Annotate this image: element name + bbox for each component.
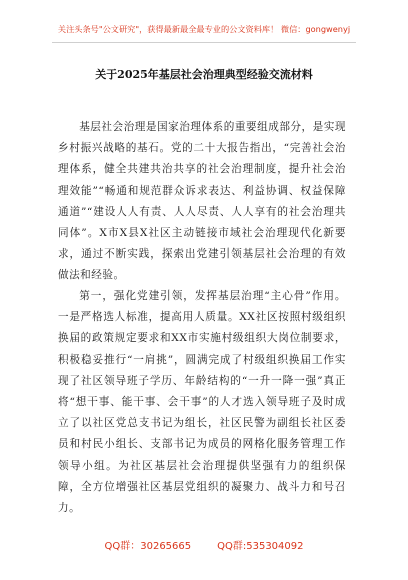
- paragraph-party-leadership: 第一，强化党建引领，发挥基层治理“主心骨”作用。一是严格选人标准，提高用人质量。XX社区按照村级组织换届的政策规定要求和XX市实施村级组织大岗位制要求，积极稳妥推行“一肩挑”，圆满完成了村级组织换届工作实现了社区领导班子学历、年龄结构的“一升一降一强”真正将“想干事、能干事、会干事”的人才选入领导班子及时成立了以社区党总支书记为组长，社区民警为副组长社区委员和村民小组长、支部书记为成员的网格化服务管理工作领导小组。为社区基层社会治理提供坚强有力的组织保障，全方位增强社区基层党组织的凝聚力、战斗力和号召力。: [58, 290, 346, 515]
- footer-qq-group-2: QQ群:535304092: [217, 541, 304, 552]
- footer-qq-group-1: QQ群：30265665: [104, 541, 192, 552]
- header-divider: [52, 42, 356, 43]
- document-title: 关于2025年基层社会治理典型经验交流材料: [95, 68, 313, 81]
- paragraph-intro: 基层社会治理是国家治理体系的重要组成部分，是实现乡村振兴战略的基石。党的二十大报告指出，“完善社会治理体系，健全共建共治共享的社会治理制度，提升社会治理效能”“畅通和规范群众诉求表达、利益协调、权益保障通道”“建设人人有责、人人尽责、人人享有的社会治理共同体”。X市X县X社区主动链接市域社会治理现代化新要求，通过不断实践，探索出党建引领基层社会治理的有效做法和经验。: [58, 121, 346, 282]
- footer-contact: [0, 537, 408, 552]
- header-notice: 关注头条号"公文研究"，获得最新最全最专业的公文资料库！ 微信：gongwenyj: [57, 24, 351, 34]
